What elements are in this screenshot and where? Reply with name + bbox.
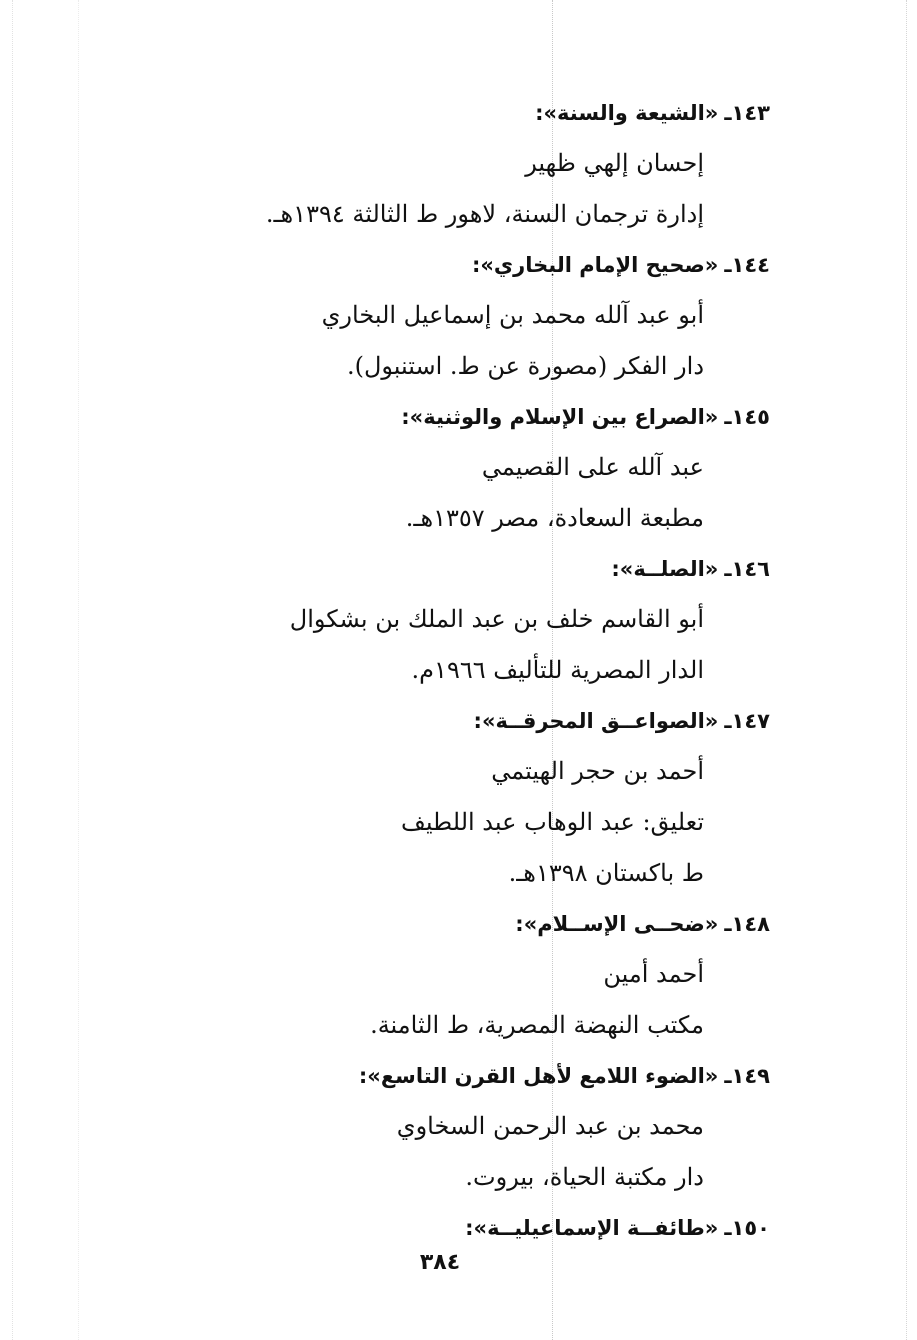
entry-book-title: «صحيح الإمام البخاري»:: [471, 253, 719, 277]
entry-book-title: «الصلــة»:: [611, 557, 719, 581]
entry-number: ١٤٨ـ: [724, 912, 770, 936]
entry-number: ١٤٤ـ: [724, 253, 770, 277]
entry-number: ١٤٧ـ: [724, 709, 770, 733]
entry-title: [150, 240, 770, 290]
entry-title: [150, 88, 770, 138]
entry-publication-info: مكتب النهضة المصرية، ط الثامنة.: [370, 1011, 704, 1039]
entry-title: [150, 899, 770, 949]
page-number: ٣٨٤: [419, 1250, 461, 1275]
entry-book-title: «الشيعة والسنة»:: [535, 101, 719, 125]
entry-publication-info: تعليق: عبد الوهاب عبد اللطيف: [400, 808, 704, 836]
entry-author: أبو القاسم خلف بن عبد الملك بن بشكوال: [289, 605, 704, 633]
entry-number: ١٥٠ـ: [724, 1216, 770, 1240]
entry-author: عبد آلله على القصيمي: [481, 453, 704, 481]
bibliography-entry: [150, 1203, 770, 1253]
bibliography-entry: [150, 240, 770, 392]
bibliography-entry: [150, 899, 770, 1051]
entry-publication-info: مطبعة السعادة، مصر ١٣٥٧هـ.: [405, 504, 704, 532]
entry-number: ١٤٣ـ: [724, 101, 770, 125]
entry-number: ١٤٥ـ: [724, 405, 770, 429]
entry-author: أحمد بن حجر الهيتمي: [491, 757, 704, 785]
entry-book-title: «الصراع بين الإسلام والوثنية»:: [401, 405, 719, 429]
entry-book-title: «طائفــة الإسماعيليــة»:: [465, 1216, 719, 1240]
entry-book-title: «الضوء اللامع لأهل القرن التاسع»:: [358, 1064, 719, 1088]
bibliography-entry: [150, 696, 770, 899]
bibliography-entry: [150, 1051, 770, 1203]
scan-fold-line: [78, 0, 79, 1340]
entry-title: [150, 696, 770, 746]
entry-publication-info: الدار المصرية للتأليف ١٩٦٦م.: [411, 656, 704, 684]
entry-title: [150, 392, 770, 442]
entry-author: محمد بن عبد الرحمن السخاوي: [396, 1112, 704, 1140]
entry-title: [150, 1051, 770, 1101]
entry-author: إحسان إلهي ظهير: [525, 149, 704, 177]
entry-publication-info: ط باكستان ١٣٩٨هـ.: [508, 859, 704, 887]
bibliography-entry: [150, 88, 770, 240]
bibliography-list: [150, 88, 770, 1253]
bibliography-entry: [150, 544, 770, 696]
entry-title: [150, 1203, 770, 1253]
entry-number: ١٤٩ـ: [724, 1064, 770, 1088]
entry-book-title: «ضحــى الإســلام»:: [515, 912, 719, 936]
entry-author: أبو عبد آلله محمد بن إسماعيل البخاري: [321, 301, 704, 329]
entry-title: [150, 544, 770, 594]
scan-fold-line: [12, 0, 13, 1340]
bibliography-entry: [150, 392, 770, 544]
entry-publication-info: دار الفكر (مصورة عن ط. استنبول).: [346, 352, 704, 380]
scan-fold-line: [906, 0, 907, 1340]
entry-author: أحمد أمين: [603, 960, 704, 988]
entry-book-title: «الصواعــق المحرقــة»:: [473, 709, 719, 733]
entry-publication-info: دار مكتبة الحياة، بيروت.: [465, 1163, 704, 1191]
entry-publication-info: إدارة ترجمان السنة، لاهور ط الثالثة ١٣٩٤هـ.: [265, 200, 704, 228]
entry-number: ١٤٦ـ: [724, 557, 770, 581]
